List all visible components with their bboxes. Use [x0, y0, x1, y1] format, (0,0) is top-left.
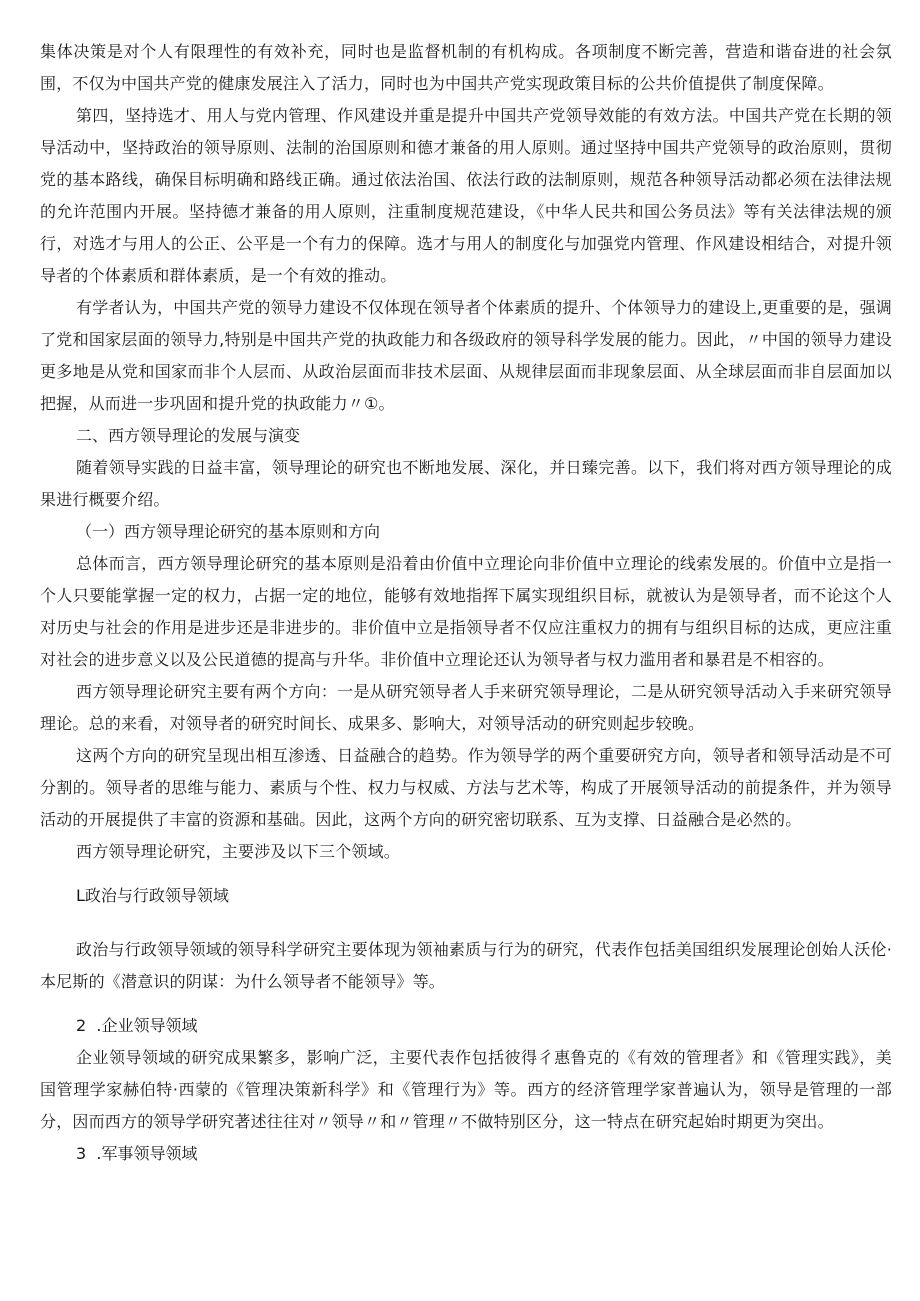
subsection-heading-principles: （一）西方领导理论研究的基本原则和方向 [76, 522, 381, 541]
paragraph-value-neutral: 总体而言，西方领导理论研究的基本原则是沿着由价值中立理论向非价值中立理论的线索发展的。价值中立是指一个人只要能掌握一定的权力，占据一定的地位，能够有效地指挥下属实现组织目标，就被认为是领导者，而不论这个人对历史与社会的作用是进步还是非进步的。非价值中立是指领导者不仅应注重权力的拥有与组织目标的达成，更应注重对社会的进步意义以及公民道德的提高与升华。非价值中立理论还认为领导者与权力滥用者和暴君是不相容的。 [40, 554, 892, 669]
paragraph-collective-decision: 集体决策是对个人有限理性的有效补充，同时也是监督机制的有机构成。各项制度不断完善，营造和谐奋进的社会氛围，不仅为中国共产党的健康发展注入了活力，同时也为中国共产党实现政策目标的公共价值提供了制度保障。 [40, 42, 892, 93]
item-heading-military: 3 .军事领导领域 [76, 1144, 198, 1163]
paragraph-two-directions: 西方领导理论研究主要有两个方向：一是从研究领导者人手来研究领导理论，二是从研究领导活动入手来研究领导理论。总的来看，对领导者的研究时间长、成果多、影响大，对领导活动的研究则起步较晚。 [40, 682, 892, 733]
paragraph-convergence: 这两个方向的研究呈现出相互渗透、日益融合的趋势。作为领导学的两个重要研究方向，领导者和领导活动是不可分割的。领导者的思维与能力、素质与个性、权力与权威、方法与艺术等，构成了开展领导活动的前提条件，并为领导活动的开展提供了丰富的资源和基础。因此，这两个方向的研究密切联系、互为支撑、日益融合是必然的。 [40, 746, 892, 829]
paragraph-political-field: 政治与行政领导领域的领导科学研究主要体现为领袖素质与行为的研究，代表作包括美国组织发展理论创始人沃伦·本尼斯的《潜意识的阴谋：为什么领导者不能领导》等。 [40, 940, 892, 991]
paragraph-intro-western: 随着领导实践的日益丰富，领导理论的研究也不断地发展、深化，并日臻完善。以下，我们将对西方领导理论的成果进行概要介绍。 [40, 458, 892, 509]
paragraph-enterprise-field: 企业领导领域的研究成果繁多，影响广泛，主要代表作包括彼得彳惠鲁克的《有效的管理者》和《管理实践》，美国管理学家赫伯特·西蒙的《管理决策新科学》和《管理行为》等。西方的经济管理学家普遍认为，领导是管理的一部分，因而西方的领导学研究著述往往对〃领导〃和〃管理〃不做特别区分，这一特点在研究起始时期更为突出。 [40, 1048, 892, 1131]
item-heading-enterprise: 2 .企业领导领域 [76, 1016, 198, 1035]
paragraph-three-fields: 西方领导理论研究，主要涉及以下三个领域。 [76, 842, 401, 861]
document-page [40, 36, 892, 1170]
paragraph-fourth-point: 第四，坚持选才、用人与党内管理、作风建设并重是提升中国共产党领导效能的有效方法。中国共产党在长期的领导活动中，坚持政治的领导原则、法制的治国原则和德才兼备的用人原则。通过坚持中国共产党领导的政治原则，贯彻党的基本路线，确保目标明确和路线正确。通过依法治国、依法行政的法制原则，规范各种领导活动都必须在法律法规的允许范围内开展。坚持德才兼备的用人原则，注重制度规范建设，《中华人民共和国公务员法》等有关法律法规的颁行，对选才与用人的公正、公平是一个有力的保障。选才与用人的制度化与加强党内管理、作风建设相结合，对提升领导者的个体素质和群体素质，是一个有效的推动。 [40, 106, 892, 285]
section-heading-western-theory: 二、西方领导理论的发展与演变 [76, 426, 301, 445]
item-heading-political: L政治与行政领导领域 [76, 886, 229, 905]
paragraph-scholar-view: 有学者认为，中国共产党的领导力建设不仅体现在领导者个体素质的提升、个体领导力的建设上,更重要的是，强调了党和国家层面的领导力,特别是中国共产党的执政能力和各级政府的领导科学发展的能力。因此，〃中国的领导力建设更多地是从党和国家而非个人层而、从政治层面而非技术层面、从规律层面而非现象层面、从全球层面而非自层面加以把握，从而进一步巩固和提升党的执政能力〃①。 [40, 298, 892, 413]
